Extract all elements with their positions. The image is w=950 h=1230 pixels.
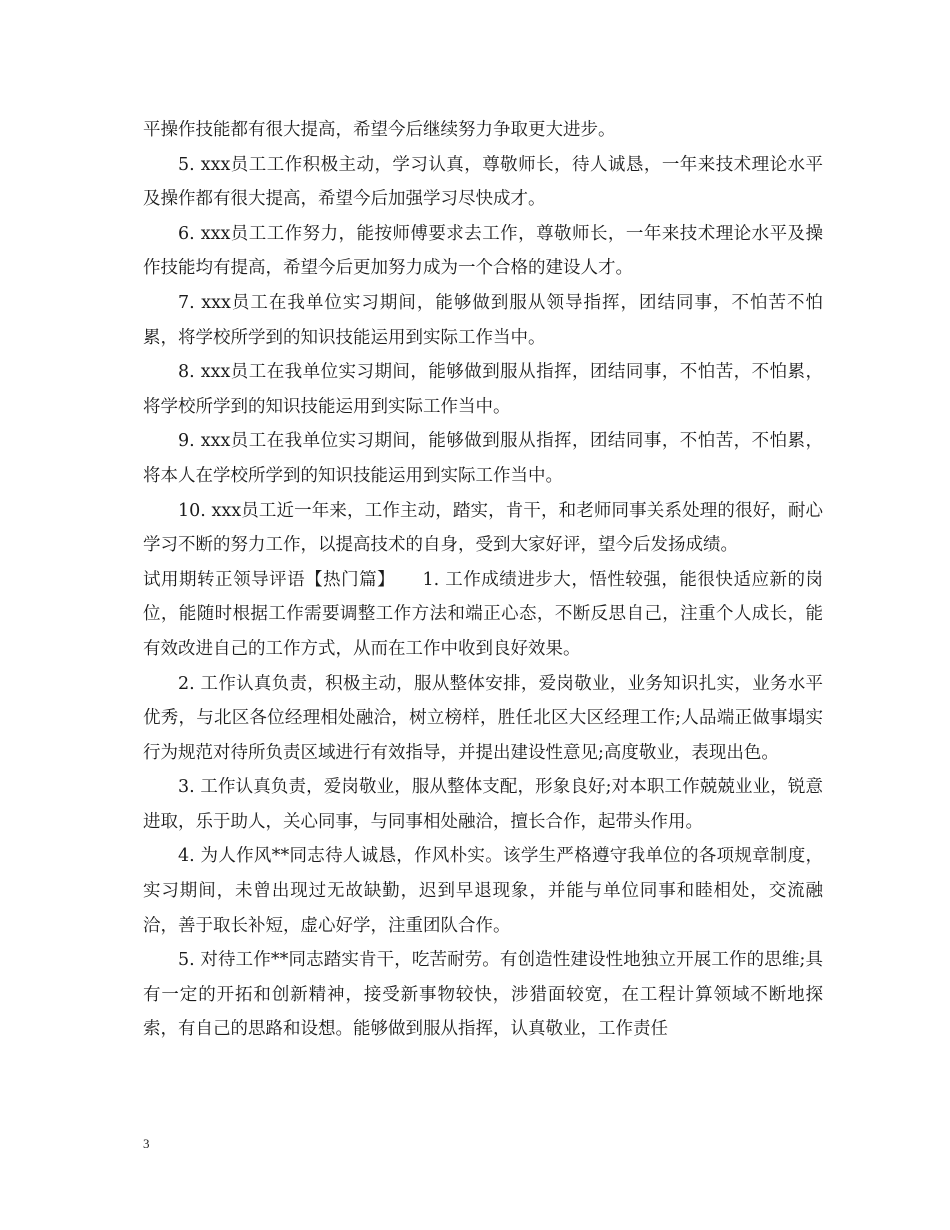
paragraph-item-9: 9. xxx员工在我单位实习期间，能够做到服从指挥，团结同事，不怕苦，不怕累，将本人在学校所学到的知识技能运用到实际工作当中。	[143, 431, 823, 486]
paragraph-item-5: 5. xxx员工工作积极主动，学习认真，尊敬师长，待人诚恳，一年来技术理论水平及操作都有很大提高，希望今后加强学习尽快成才。	[143, 154, 823, 210]
page-number: 3	[143, 1136, 150, 1151]
section-heading-paragraph: 试用期转正领导评语【热门篇】 1. 工作成绩进步大，悟性较强，能很快适应新的岗位，能随时根据工作需要调整工作方法和端正心态，不断反思自己，注重个人成长，能有效改进自己的工作方式，从而在工作中收到良好效果。	[143, 569, 823, 659]
paragraph-hot-item-3: 3. 工作认真负责，爱岗敬业，服从整体支配，形象良好;对本职工作兢兢业业，锐意进取，乐于助人，关心同事，与同事相处融洽，擅长合作，起带头作用。	[143, 777, 823, 832]
paragraph-hot-item-5: 5. 对待工作**同志踏实肯干，吃苦耐劳。有创造性建设性地独立开展工作的思维;具有一定的开拓和创新精神，接受新事物较快，涉猎面较宽，在工程计算领域不断地探索，有自己的思路和设想。能够做到服从指挥，认真敬业，工作责任	[143, 950, 823, 1040]
paragraph-item-10: 10. xxx员工近一年来，工作主动，踏实，肯干，和老师同事关系处理的很好，耐心学习不断的努力工作，以提高技术的自身，受到大家好评，望今后发扬成绩。	[143, 500, 823, 556]
document-body	[143, 113, 823, 1047]
paragraph-hot-item-2: 2. 工作认真负责，积极主动，服从整体安排，爱岗敬业，业务知识扎实，业务水平优秀，与北区各位经理相处融洽，树立榜样，胜任北区大区经理工作;人品端正做事塌实行为规范对待所负责区域进行有效指导，并提出建设性意见;高度敬业，表现出色。	[143, 673, 823, 763]
paragraph-item-8: 8. xxx员工在我单位实习期间，能够做到服从指挥，团结同事，不怕苦，不怕累，将学校所学到的知识技能运用到实际工作当中。	[143, 362, 823, 417]
paragraph-continuation: 平操作技能都有很大提高，希望今后继续努力争取更大进步。	[143, 120, 616, 140]
paragraph-item-6: 6. xxx员工工作努力，能按师傅要求去工作，尊敬师长，一年来技术理论水平及操作技能均有提高，希望今后更加努力成为一个合格的建设人才。	[143, 223, 823, 279]
paragraph-item-7: 7. xxx员工在我单位实习期间，能够做到服从领导指挥，团结同事，不怕苦不怕累，将学校所学到的知识技能运用到实际工作当中。	[143, 292, 823, 348]
paragraph-hot-item-4: 4. 为人作风**同志待人诚恳，作风朴实。该学生严格遵守我单位的各项规章制度，实习期间，未曾出现过无故缺勤，迟到早退现象，并能与单位同事和睦相处，交流融洽，善于取长补短，虚心好学，注重团队合作。	[143, 846, 823, 936]
